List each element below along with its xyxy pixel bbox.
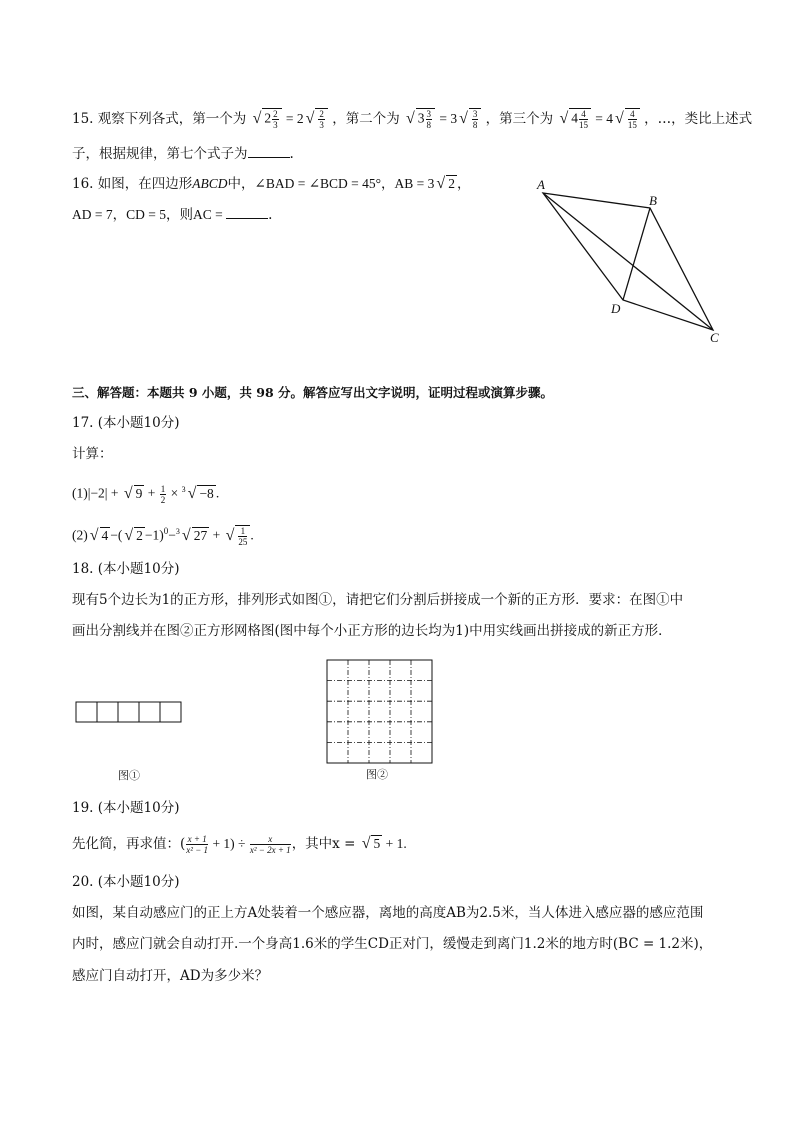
fig2-square-grid (326, 659, 434, 765)
q15-text: 15. 观察下列各式，第一个为 (72, 111, 247, 127)
diagonal-bd (623, 208, 650, 300)
q16-line2: AD = 7，CD = 5，则AC = . (72, 207, 273, 223)
label-d: D (611, 301, 621, 316)
q16-line1: 16. 如图，在四边形ABCD中，∠BAD = ∠BCD = 45°，AB = 3 √ 2 ， (72, 175, 471, 192)
q17-prompt: 计算： (72, 446, 113, 462)
label-c: C (710, 330, 719, 345)
q15-eq2-left: 3 $\frac{3}{8}$ (416, 108, 435, 130)
diagonal-ac (543, 193, 713, 330)
q15-line2: 子，根据规律，第七个式子为 . (72, 146, 294, 162)
answer-blank (226, 206, 268, 219)
q17-part2: (2) √ 4 −( √ 2 −1)$^0$−$^3$ √ 27 + √ $\frac{1}{25}$ . (72, 525, 254, 547)
q18-title: 18. (本小题10分) (72, 561, 180, 577)
fig1-label: 图① (118, 769, 140, 782)
q18-line1: 现有5个边长为1的正方形，排列形式如图①，请把它们分割后拼接成一个新的正方形．要求：在图①中 (72, 592, 684, 608)
q20-line1: 如图，某自动感应门的正上方A处装着一个感应器，离地的高度AB为2.5米，当人体进入感应器的感应范围 (72, 905, 704, 921)
q19-expression: 先化简，再求值：( $\frac{x + 1}{\text{x² − 1}}$ + 1) ÷ $\frac{x}{\text{x² − 2x + 1}}$ ，其中x = √ 5 + 1. (72, 834, 407, 855)
q17-title: 17. (本小题10分) (72, 415, 180, 431)
label-a: A (537, 177, 545, 192)
fig2-label: 图② (366, 768, 388, 781)
answer-blank (248, 145, 290, 158)
label-b: B (649, 193, 657, 208)
q18-line2: 画出分割线并在图②正方形网格图(图中每个小正方形的边长均为1)中用实线画出拼接成的新正方形． (72, 623, 672, 639)
section-heading: 三、解答题：本题共 9 小题，共 98 分。解答应写出文字说明，证明过程或演算步骤。 (72, 385, 554, 400)
q20-line2: 内时，感应门就会自动打开.一个身高1.6米的学生CD正对门，缓慢走到离门1.2米的地方时(BC = 1.2米)， (72, 936, 713, 952)
q15-line1: 15. 观察下列各式，第一个为 √ 2 $\frac{2}{3}$ = 2 √ $\frac{2}{3}$ ，第二个为 √ 3 $\frac{3}{8}$ = 3 √ $\frac{3}{8}$ ，第三个为 √ 4 $\frac{4}{15}$ = 4 √ $\frac{4}{15}$ ，…，类比上述式 (72, 109, 753, 131)
fig1-five-squares (75, 700, 185, 724)
q15-eq1-left: 2 $\frac{2}{3}$ (262, 108, 281, 130)
q16-quadrilateral-figure (530, 175, 730, 350)
q19-title: 19. (本小题10分) (72, 800, 180, 816)
q17-part1: (1)|−2| + √ 9 + $\frac{1}{2}$ × $^3$ √ −8 . (72, 483, 220, 505)
q15-eq3-left: 4 $\frac{4}{15}$ (569, 108, 591, 130)
q20-title: 20. (本小题10分) (72, 874, 180, 890)
q20-line3: 感应门自动打开，AD为多少米？ (72, 968, 269, 984)
